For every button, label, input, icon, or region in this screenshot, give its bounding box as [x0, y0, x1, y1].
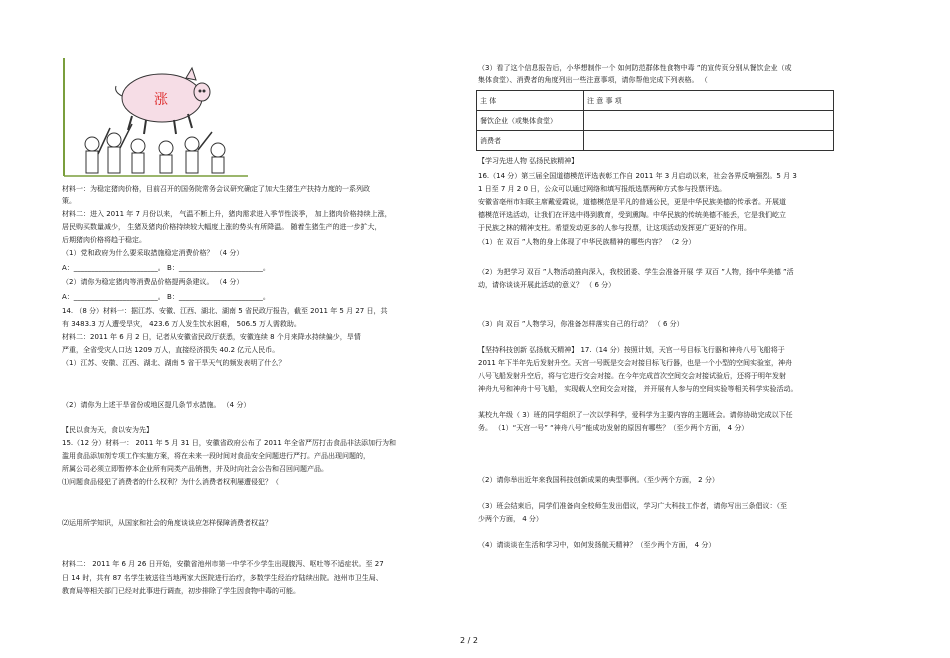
text-line: （1）江苏、安徽、江西、湖北、湖南 5 省干旱天气的频发表明了什么？ — [62, 359, 286, 367]
text-line: 八号飞船发射升空后，将与它进行交会对接。在今年完成首次空间交会对接试验后，还将于明年发射 — [478, 372, 786, 380]
text-line: 某校九年级（ 3）班的同学组织了一次以学科学，爱科学为主要内容的主题班会。请你协助完成以下任 — [478, 411, 793, 419]
text-line: 安徽省亳州市妇联主席戴爱霞说，道德模范是平凡的普通公民，更是中华民族美德的传承者。开展道 — [478, 198, 786, 206]
text-line: A：________________________。 B：________________________。 — [62, 293, 270, 301]
text-line: （3）班会结束后，同学们准备向全校师生发出倡议，学习广大科技工作者，请你写出三条倡议：（至 — [478, 502, 787, 510]
text-line: 德模范评选活动，让我们在评选中得到教育，受到熏陶。中华民族的传统美德不能丢，它是我们屹立 — [478, 211, 786, 219]
table-cell: 消费者 — [477, 131, 584, 151]
text-line: A：________________________。 B：________________________。 — [62, 264, 270, 272]
text-line: （2）请你举出近年来我国科技创新成果的典型事例。（至少两个方面， 2 分） — [478, 476, 719, 484]
text-line: 材料一：为稳定猪肉价格，目前召开的国务院常务会议研究确定了加大生猪生产扶持力度的一系列政 — [62, 185, 370, 193]
text-line: 居民购买数量减少， 生猪及猪肉价格持续较大幅度上涨的势头有所降温。 随着生猪生产的进一步扩大， — [62, 223, 382, 231]
text-line: （2）为把学习 双百 ”人物活动推向深入，我校团委、学生会准备开展 学 双百 ”人物，扬中华美德 ”活 — [478, 268, 794, 276]
text-line: （4）请谈谈在生活和学习中，如何发扬航天精神？（至少两个方面， 4 分） — [478, 541, 716, 549]
text-line: 于民族之林的精神支柱。希望发动更多的人参与投票，让这项活动发挥更广更好的作用。 — [478, 224, 751, 232]
text-line: ⑴问题食品侵犯了消费者的什么权利？为什么消费者权利屡遭侵犯？（ — [62, 478, 279, 486]
text-line: （1）在 双百 ”人物的身上体现了中华民族精神的哪些内容？ （2 分） — [478, 238, 696, 246]
table-row — [477, 91, 834, 111]
text-line: 16.（14 分）第三届全国道德模范评选表彰工作自 2011 年 3 月启动以来，社会各界反响强烈。5 月 3 — [478, 172, 797, 180]
text-line: 14. （8 分）材料一：据江苏、安徽、江西、湖北、湖南 5 省民政厅报告，截至 2011 年 5 月 27 日，共 — [62, 307, 388, 315]
text-line: 日 14 时，共有 87 名学生被送往当地两家大医院进行治疗，多数学生经治疗陆续出院。池州市卫生局、 — [62, 574, 383, 582]
text-line: 15.（12 分）材料一： 2011 年 5 月 31 日，安徽省政府公布了 2011 年全省严厉打击食品非法添加行为和 — [62, 439, 397, 447]
text-line: 少两个方面， 4 分） — [478, 515, 543, 523]
text-line: 集体食堂）、消费者的角度列出一些注意事项，请你帮他完成下列表格。 （ — [478, 76, 708, 84]
text-line: （1）党和政府为什么要采取措施稳定消费价格？ （4 分） — [62, 249, 244, 257]
text-line: 1 日至 7 月 2 0 日，公众可以通过网络和填写报纸选票两种方式参与投票评选。 — [478, 185, 727, 193]
text-line: 务。 （1）“天宫一号” “神舟八号”能成功发射的原因有哪些？（至少两个方面， 4 分） — [478, 424, 749, 432]
page-number: 2 / 2 — [460, 636, 478, 645]
notice-table — [476, 90, 834, 151]
table-cell[interactable] — [584, 131, 834, 151]
text-line: 【坚持科技创新 弘扬航天精神】 17.（14 分）按照计划，天宫一号目标飞行器和神舟八号飞船将于 — [478, 346, 785, 354]
text-line: （2）请你为稳定猪肉等消费品价格提两条建议。 （4 分） — [62, 278, 244, 286]
flying-pig-cartoon — [62, 58, 248, 178]
text-line: 神舟九号和神舟十号飞船， 实现载人空间交会对接， 并开展有人参与的空间实验等相关科学实验活动。 — [478, 385, 798, 393]
text-line: （3）看了这个信息报告后，小华想制作一个 如何防范群体性食物中毒 ”的宣传页分别从餐饮企业（或 — [478, 64, 792, 72]
table-cell: 注 意 事 项 — [584, 91, 834, 111]
text-line: （2）请你为上述干旱省份或地区提几条节水措施。 （4 分） — [62, 401, 251, 409]
text-line: 后期猪肉价格将趋于稳定。 — [62, 236, 146, 244]
text-line: 2011 年下半年先后发射升空。天宫一号既是交会对接目标飞行器，也是一个小型的空间实验室，神舟 — [478, 359, 793, 367]
pig-label: 涨 — [154, 92, 168, 108]
table-cell: 主 体 — [477, 91, 584, 111]
text-line: 所属公司必须立即暂停本企业所有同类产品销售，并及时向社会公告和召回问题产品。 — [62, 465, 328, 473]
text-line: 材料二： 2011 年 6 月 26 日开始，安徽省池州市第一中学不少学生出现腹泻、呕吐等不适症状。至 27 — [62, 560, 384, 568]
text-line: 滥用食品添加剂专项工作实施方案，将在未来一段时间对食品安全问题进行严打。产品出现问题的， — [62, 452, 370, 460]
text-line: 材料二：2011 年 6 月 2 日，记者从安徽省民政厅获悉，安徽连续 8 个月来降水持续偏少，旱情 — [62, 333, 361, 341]
text-line: 动，请你谈谈开展此活动的意义？ （ 6 分） — [478, 281, 616, 289]
text-line: 策。 — [62, 197, 76, 205]
text-line: 【学习先进人物 弘扬民族精神】 — [478, 157, 579, 165]
text-line: 【民以食为天，食以安为先】 — [62, 426, 153, 434]
table-cell[interactable] — [584, 111, 834, 131]
text-line: 教育局等相关部门已经对此事进行调查，初步排除了学生因食物中毒的可能。 — [62, 587, 300, 595]
table-row — [477, 111, 834, 131]
table-cell: 餐饮企业（或集体食堂） — [477, 111, 584, 131]
text-line: 严重，全省受灾人口达 1209 万人，直接经济损失 40.2 亿元人民币。 — [62, 346, 280, 354]
text-line: ⑵运用所学知识，从国家和社会的角度谈谈应怎样保障消费者权益？ — [62, 519, 272, 527]
text-line: 材料二：进入 2011 年 7 月份以来， 气温不断上升，猪肉需求进入季节性淡季， 加上猪肉价格持续上涨， — [62, 210, 392, 218]
table-row — [477, 131, 834, 151]
text-line: （3）向 双百 ”人物学习，你准备怎样落实自己的行动？ （ 6 分） — [478, 320, 684, 328]
text-line: 有 3483.3 万人遭受旱灾， 423.6 万人发生饮水困难， 506.5 万人需救助。 — [62, 320, 301, 328]
